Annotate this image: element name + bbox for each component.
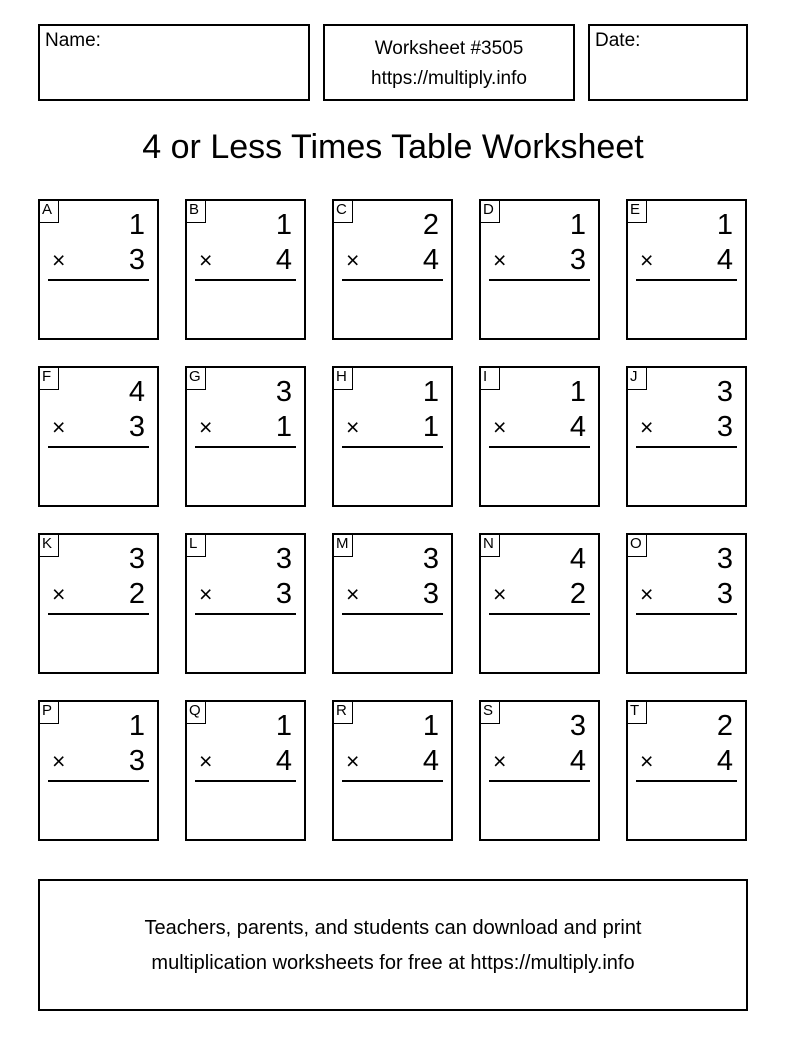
problem-card [185, 366, 306, 507]
problem-card [332, 199, 453, 340]
problem-card [479, 199, 600, 340]
multiplier: 3 [128, 745, 145, 777]
times-sign: × [346, 414, 360, 440]
problem-card [332, 533, 453, 674]
multiplier: 3 [128, 244, 145, 276]
times-sign: × [52, 581, 66, 607]
problem-letter: Q [185, 700, 206, 724]
times-sign: × [346, 748, 360, 774]
date-label: Date: [595, 30, 641, 51]
problem-letter: N [479, 533, 500, 557]
multiplier: 4 [275, 745, 292, 777]
multiplicand: 1 [569, 209, 586, 241]
date-field-box[interactable] [588, 24, 748, 101]
problem-letter: C [332, 199, 353, 223]
answer-line[interactable] [636, 613, 737, 615]
times-sign: × [199, 581, 213, 607]
multiplicand: 1 [716, 209, 733, 241]
multiplicand: 3 [128, 543, 145, 575]
times-sign: × [640, 247, 654, 273]
times-sign: × [52, 414, 66, 440]
multiplicand: 1 [569, 376, 586, 408]
multiplicand: 1 [275, 209, 292, 241]
multiplicand: 4 [569, 543, 586, 575]
times-sign: × [52, 247, 66, 273]
answer-line[interactable] [489, 279, 590, 281]
times-sign: × [640, 748, 654, 774]
answer-line[interactable] [489, 613, 590, 615]
multiplier: 3 [422, 578, 439, 610]
times-sign: × [346, 581, 360, 607]
problem-card [626, 366, 747, 507]
multiplier: 4 [275, 244, 292, 276]
times-sign: × [199, 414, 213, 440]
footer-box [38, 879, 748, 1011]
multiplicand: 3 [275, 543, 292, 575]
problem-letter: R [332, 700, 353, 724]
answer-line[interactable] [489, 780, 590, 782]
problem-letter: H [332, 366, 353, 390]
times-sign: × [640, 581, 654, 607]
problem-card [479, 533, 600, 674]
footer-line-2: multiplication worksheets for free at https://multiply.info [151, 952, 635, 974]
problem-letter: K [38, 533, 59, 557]
times-sign: × [346, 247, 360, 273]
problem-letter: T [626, 700, 647, 724]
name-field-box[interactable] [38, 24, 310, 101]
problem-card [332, 700, 453, 841]
problem-card [38, 199, 159, 340]
answer-line[interactable] [48, 446, 149, 448]
multiplicand: 1 [275, 710, 292, 742]
problem-card [38, 533, 159, 674]
multiplicand: 3 [716, 543, 733, 575]
multiplier: 3 [128, 411, 145, 443]
multiplicand: 2 [422, 209, 439, 241]
worksheet-info-box [323, 24, 575, 101]
problem-card [38, 700, 159, 841]
problem-letter: G [185, 366, 206, 390]
answer-line[interactable] [342, 446, 443, 448]
multiplier: 4 [569, 745, 586, 777]
multiplicand: 3 [569, 710, 586, 742]
problem-letter: P [38, 700, 59, 724]
problem-card [626, 199, 747, 340]
worksheet-number: Worksheet #3505 [374, 38, 524, 59]
problem-card [38, 366, 159, 507]
multiplicand: 1 [128, 209, 145, 241]
multiplier: 3 [716, 411, 733, 443]
problem-card [479, 700, 600, 841]
answer-line[interactable] [48, 279, 149, 281]
times-sign: × [52, 748, 66, 774]
times-sign: × [199, 247, 213, 273]
problem-letter: F [38, 366, 59, 390]
multiplicand: 2 [716, 710, 733, 742]
problem-letter: E [626, 199, 647, 223]
multiplier: 1 [275, 411, 292, 443]
problem-letter: S [479, 700, 500, 724]
page-title: 4 or Less Times Table Worksheet [142, 128, 644, 166]
multiplier: 3 [716, 578, 733, 610]
multiplier: 1 [422, 411, 439, 443]
multiplier: 4 [422, 745, 439, 777]
multiplier: 4 [422, 244, 439, 276]
times-sign: × [493, 247, 507, 273]
answer-line[interactable] [489, 446, 590, 448]
multiplier: 4 [716, 244, 733, 276]
multiplicand: 4 [128, 376, 145, 408]
answer-line[interactable] [636, 279, 737, 281]
multiplicand: 3 [422, 543, 439, 575]
multiplier: 4 [716, 745, 733, 777]
problem-letter: D [479, 199, 500, 223]
problem-letter: B [185, 199, 206, 223]
problem-letter: J [626, 366, 647, 390]
multiplicand: 3 [716, 376, 733, 408]
answer-line[interactable] [195, 780, 296, 782]
name-label: Name: [45, 30, 101, 51]
multiplicand: 1 [422, 376, 439, 408]
times-sign: × [493, 748, 507, 774]
answer-line[interactable] [48, 780, 149, 782]
answer-line[interactable] [195, 446, 296, 448]
multiplicand: 1 [422, 710, 439, 742]
multiplicand: 1 [128, 710, 145, 742]
problem-card [185, 533, 306, 674]
problem-card [626, 533, 747, 674]
problem-letter: O [626, 533, 647, 557]
times-sign: × [493, 414, 507, 440]
answer-line[interactable] [195, 279, 296, 281]
problem-card [332, 366, 453, 507]
problem-card [626, 700, 747, 841]
worksheet-url: https://multiply.info [371, 68, 527, 89]
multiplier: 4 [569, 411, 586, 443]
problem-letter: I [479, 366, 500, 390]
problem-letter: M [332, 533, 353, 557]
times-sign: × [493, 581, 507, 607]
multiplier: 3 [569, 244, 586, 276]
problem-letter: A [38, 199, 59, 223]
multiplier: 3 [275, 578, 292, 610]
problem-card [185, 199, 306, 340]
times-sign: × [199, 748, 213, 774]
answer-line[interactable] [342, 780, 443, 782]
answer-line[interactable] [636, 446, 737, 448]
times-sign: × [640, 414, 654, 440]
multiplier: 2 [128, 578, 145, 610]
answer-line[interactable] [636, 780, 737, 782]
multiplicand: 3 [275, 376, 292, 408]
problem-letter: L [185, 533, 206, 557]
problem-card [185, 700, 306, 841]
problem-card [479, 366, 600, 507]
answer-line[interactable] [342, 613, 443, 615]
answer-line[interactable] [48, 613, 149, 615]
multiplier: 2 [569, 578, 586, 610]
answer-line[interactable] [342, 279, 443, 281]
footer-line-1: Teachers, parents, and students can download and print [144, 917, 642, 939]
answer-line[interactable] [195, 613, 296, 615]
